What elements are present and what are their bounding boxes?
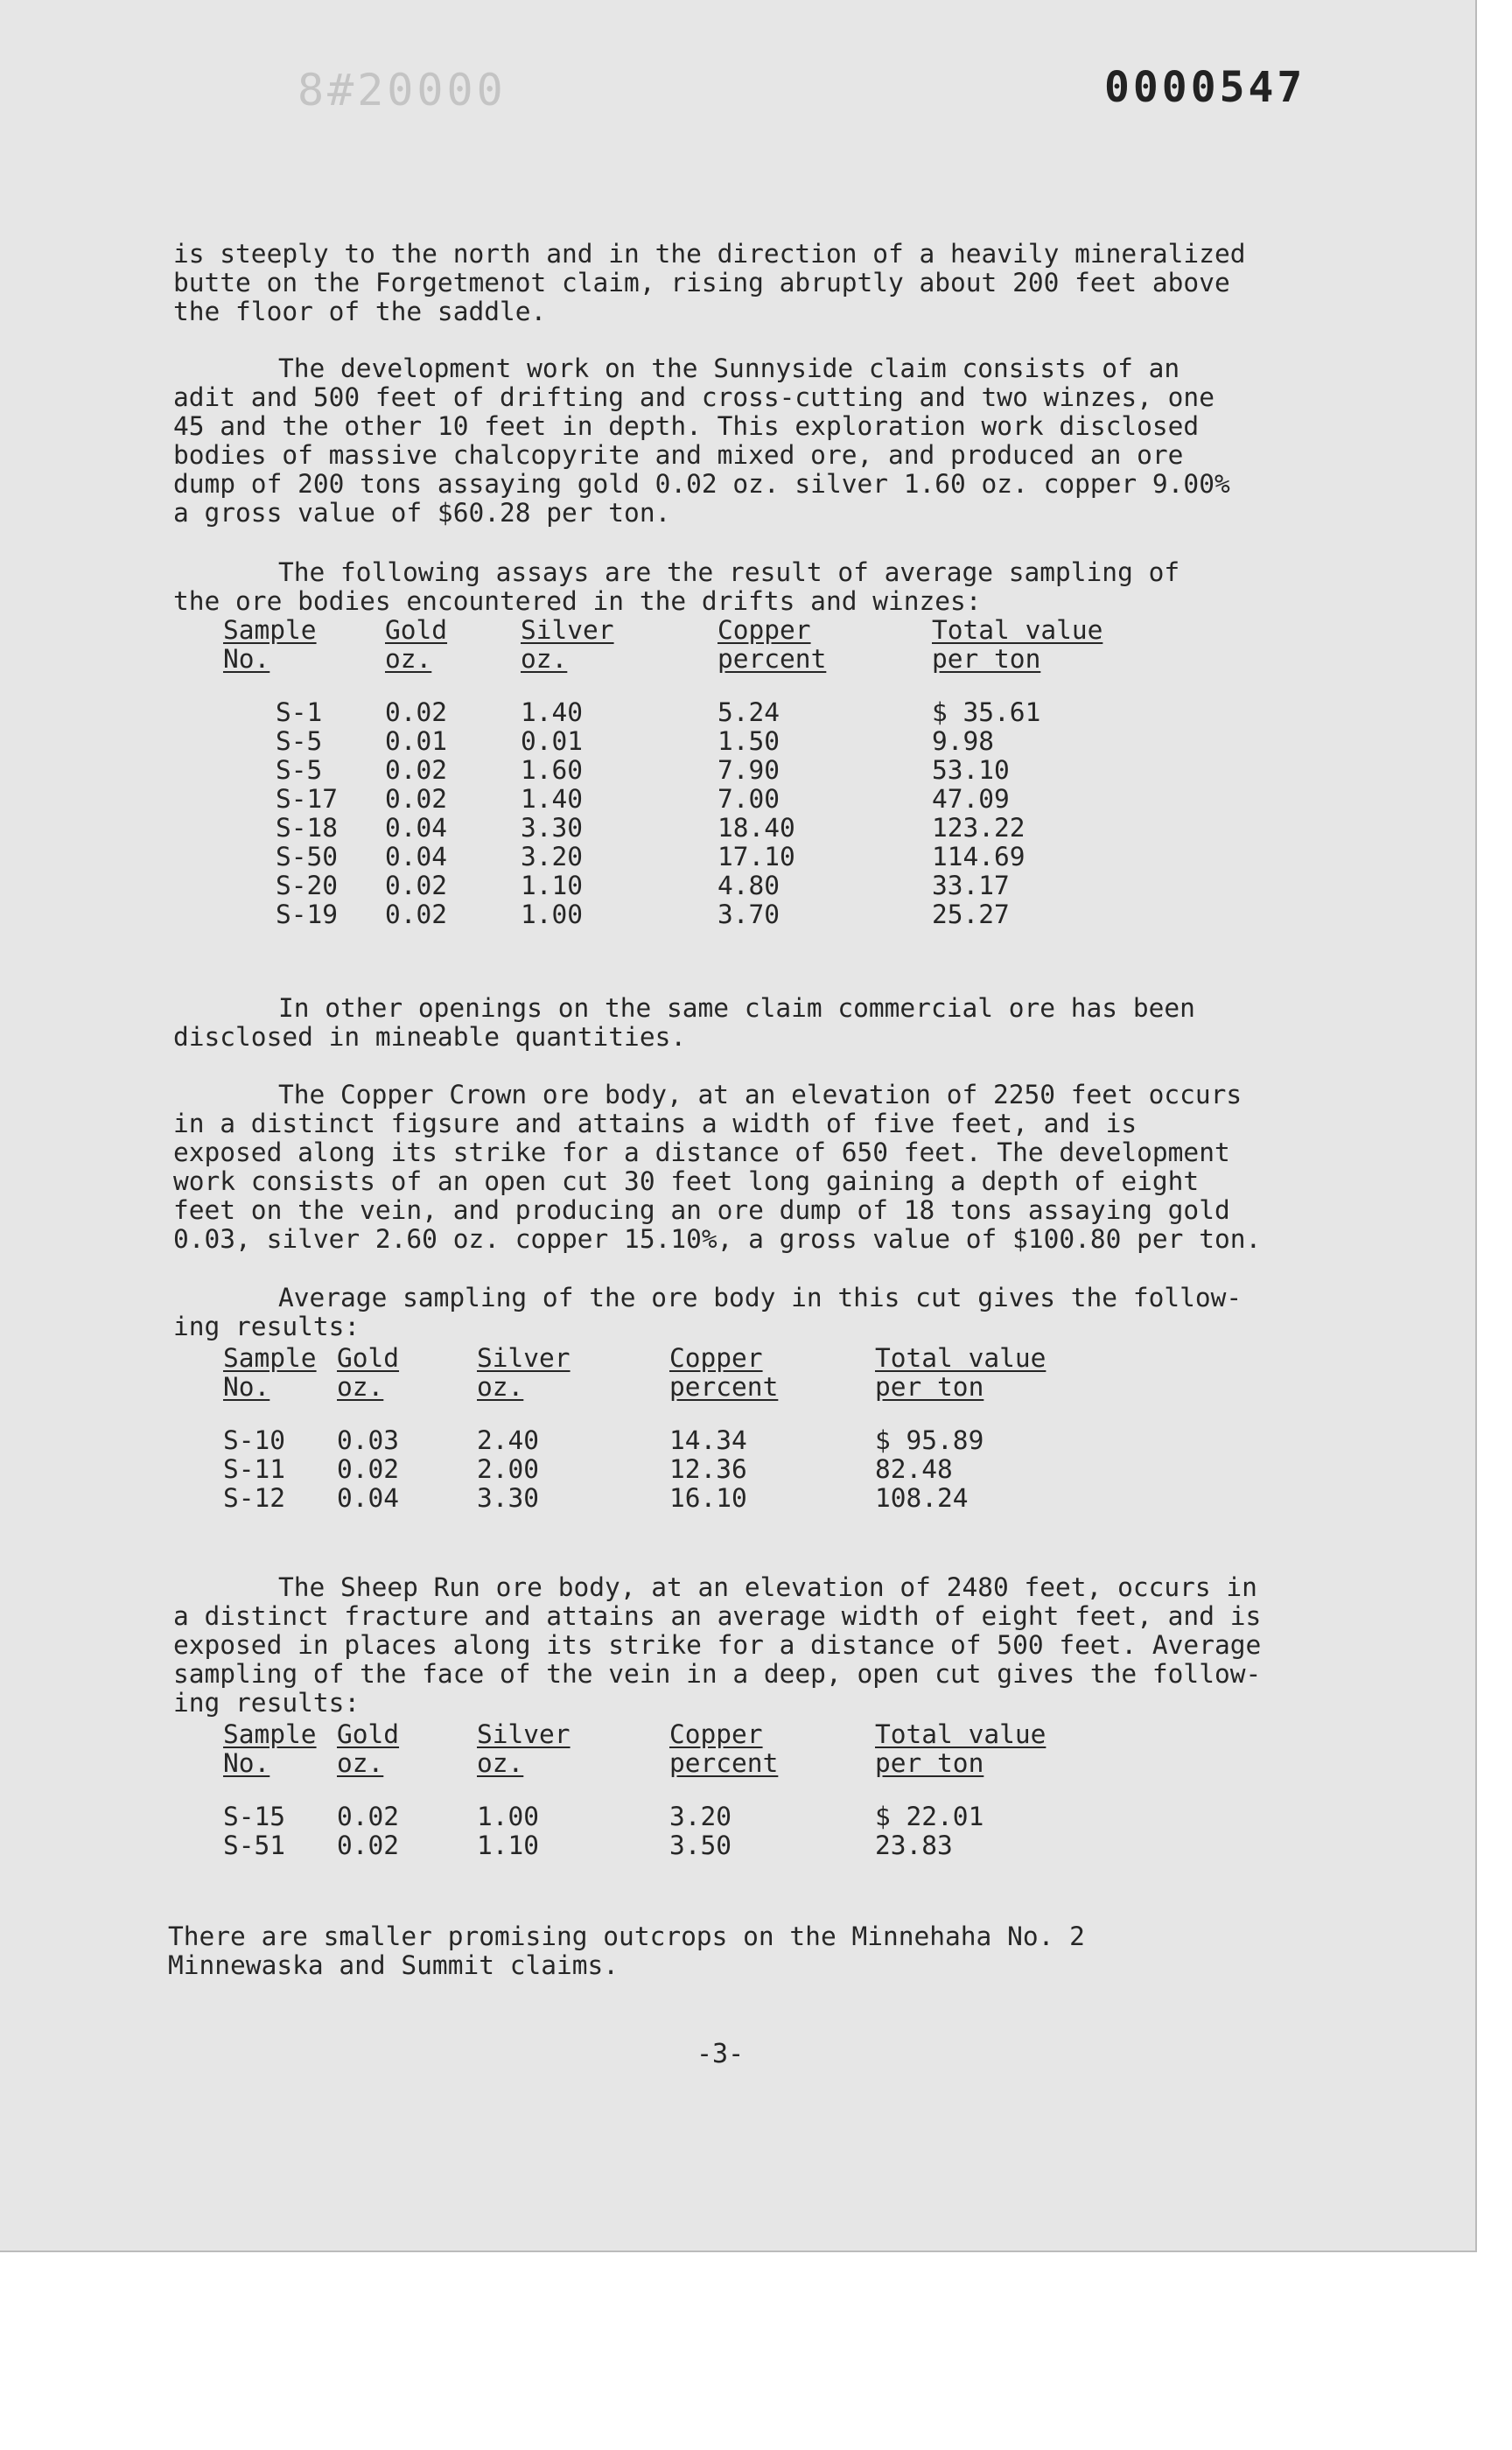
total-value-cell: 23.83 — [875, 1830, 953, 1860]
gold-cell: 0.02 — [385, 900, 448, 929]
table-header-row — [223, 1344, 1164, 1402]
table-row — [223, 785, 1168, 814]
total-value-cell: 123.22 — [932, 813, 1026, 843]
paragraph-other-openings: In other openings on the same claim commercial ore has been disclosed in mineable quantities. — [173, 992, 1195, 1052]
sample-cell: S-15 — [223, 1802, 286, 1831]
table-row — [223, 814, 1168, 843]
silver-cell: 3.20 — [521, 842, 584, 872]
copper-cell: 4.80 — [718, 871, 780, 900]
col-gold: Gold oz. — [385, 615, 448, 674]
copper-cell: 5.24 — [718, 697, 780, 727]
sample-cell: S-18 — [276, 813, 339, 843]
col-silver: Silver oz. — [477, 1719, 570, 1778]
total-value-cell: $ 95.89 — [875, 1425, 984, 1455]
total-value-cell: 82.48 — [875, 1454, 953, 1484]
silver-cell: 2.00 — [477, 1454, 540, 1484]
gold-cell: 0.02 — [385, 871, 448, 900]
copper-cell: 17.10 — [718, 842, 795, 872]
silver-cell: 3.30 — [521, 813, 584, 843]
copper-cell: 3.50 — [669, 1830, 732, 1860]
sample-cell: S-19 — [276, 900, 339, 929]
sample-cell: S-50 — [276, 842, 339, 872]
col-total-value: Total value per ton — [932, 615, 1103, 674]
gold-cell: 0.02 — [385, 755, 448, 785]
copper-cell: 1.50 — [718, 726, 780, 756]
copper-cell: 16.10 — [669, 1483, 747, 1513]
col-gold: Gold oz. — [337, 1719, 400, 1778]
assay-table-copper-crown — [223, 1344, 1164, 1513]
col-silver: Silver oz. — [477, 1343, 570, 1402]
gold-cell: 0.01 — [385, 726, 448, 756]
silver-cell: 3.30 — [477, 1483, 540, 1513]
paragraph-assays-intro: The following assays are the result of average sampling of the ore bodies encountered in the drifts and winzes: — [173, 556, 1180, 616]
silver-cell: 2.40 — [477, 1425, 540, 1455]
sample-cell: S-1 — [276, 697, 323, 727]
total-value-cell: 33.17 — [932, 871, 1010, 900]
table-row — [223, 1455, 1164, 1484]
total-value-cell: 53.10 — [932, 755, 1010, 785]
silver-cell: 1.60 — [521, 755, 584, 785]
sample-cell: S-12 — [223, 1483, 286, 1513]
sample-cell: S-51 — [223, 1830, 286, 1860]
sample-cell: S-11 — [223, 1454, 286, 1484]
col-gold: Gold oz. — [337, 1343, 400, 1402]
gold-cell: 0.02 — [385, 784, 448, 814]
table-header-row — [223, 1720, 1164, 1778]
table-row — [223, 1778, 1164, 1831]
col-sample: Sample No. — [223, 1343, 317, 1402]
total-value-cell: 114.69 — [932, 842, 1026, 872]
col-silver: Silver oz. — [521, 615, 614, 674]
table-row — [223, 900, 1168, 929]
gold-cell: 0.02 — [337, 1454, 400, 1484]
sample-cell: S-20 — [276, 871, 339, 900]
table-row — [223, 1831, 1164, 1860]
silver-cell: 1.00 — [521, 900, 584, 929]
copper-cell: 12.36 — [669, 1454, 747, 1484]
total-value-cell: $ 22.01 — [875, 1802, 984, 1831]
col-total-value: Total value per ton — [875, 1343, 1046, 1402]
total-value-cell: 108.24 — [875, 1483, 969, 1513]
silver-cell: 1.10 — [477, 1830, 540, 1860]
table-row — [223, 872, 1168, 900]
silver-cell: 1.00 — [477, 1802, 540, 1831]
gold-cell: 0.02 — [337, 1802, 400, 1831]
paragraph-sunnyside-development: The development work on the Sunnyside claim consists of an adit and 500 feet of drifting and cross-cutting and two winzes, one 45 and the other 10 feet in depth. This exploration work disclosed bodies of massive chalcopyrite and mixed ore, and produced an ore dump of 200 tons assaying gold 0.02 oz. silver 1.60 oz. copper 9.00% a gross value of $60.28 per ton. — [173, 353, 1230, 528]
assay-table-sunnyside — [223, 616, 1168, 929]
table-row — [223, 1484, 1164, 1513]
paragraph-copper-crown-sampling: Average sampling of the ore body in this cut gives the follow- ing results: — [173, 1282, 1242, 1341]
sample-cell: S-17 — [276, 784, 339, 814]
sample-cell: S-10 — [223, 1425, 286, 1455]
col-copper: Copper percent — [669, 1343, 779, 1402]
document-number: 0000547 — [1104, 63, 1306, 112]
table-row — [223, 843, 1168, 872]
copper-cell: 3.20 — [669, 1802, 732, 1831]
gold-cell: 0.04 — [337, 1483, 400, 1513]
table-row — [223, 727, 1168, 756]
gold-cell: 0.04 — [385, 842, 448, 872]
gold-cell: 0.03 — [337, 1425, 400, 1455]
paragraph-intro: is steeply to the north and in the direction of a heavily mineralized butte on the Forgetmenot claim, rising abruptly about 200 feet above the floor of the saddle. — [173, 238, 1246, 326]
col-sample: Sample No. — [223, 615, 317, 674]
gold-cell: 0.04 — [385, 813, 448, 843]
col-copper: Copper percent — [669, 1719, 779, 1778]
paragraph-smaller-outcrops: There are smaller promising outcrops on the Minnehaha No. 2 Minnewaska and Summit claims. — [168, 1921, 1085, 1980]
silver-cell: 1.10 — [521, 871, 584, 900]
col-copper: Copper percent — [718, 615, 827, 674]
assay-table-sheep-run — [223, 1720, 1164, 1860]
silver-cell: 1.40 — [521, 784, 584, 814]
sample-cell: S-5 — [276, 726, 323, 756]
total-value-cell: $ 35.61 — [932, 697, 1041, 727]
total-value-cell: 9.98 — [932, 726, 995, 756]
col-total-value: Total value per ton — [875, 1719, 1046, 1778]
page-number: -3- — [696, 2039, 745, 2069]
paragraph-sheep-run: The Sheep Run ore body, at an elevation of 2480 feet, occurs in a distinct fracture and attains an average width of eight feet, and is exposed in places along its strike for a distance of 500 feet. Average sampling of the face of the vein in a deep, open cut gives the follow- ing results: — [173, 1572, 1262, 1718]
copper-cell: 18.40 — [718, 813, 795, 843]
total-value-cell: 47.09 — [932, 784, 1010, 814]
table-row — [223, 1402, 1164, 1455]
copper-cell: 3.70 — [718, 900, 780, 929]
gold-cell: 0.02 — [337, 1830, 400, 1860]
table-row — [223, 674, 1168, 727]
copper-cell: 7.90 — [718, 755, 780, 785]
col-sample: Sample No. — [223, 1719, 317, 1778]
faded-stamp-number: 8#20000 — [298, 65, 507, 116]
paragraph-copper-crown: The Copper Crown ore body, at an elevation of 2250 feet occurs in a distinct figsure and attains a width of five feet, and is exposed along its strike for a distance of 650 feet. The development work consists of an open cut 30 feet long gaining a depth of eight feet on the vein, and producing an ore dump of 18 tons assaying gold 0.03, silver 2.60 oz. copper 15.10%, a gross value of $100.80 per ton. — [173, 1079, 1262, 1254]
table-header-row — [223, 616, 1168, 674]
copper-cell: 14.34 — [669, 1425, 747, 1455]
total-value-cell: 25.27 — [932, 900, 1010, 929]
silver-cell: 0.01 — [521, 726, 584, 756]
table-row — [223, 756, 1168, 785]
sample-cell: S-5 — [276, 755, 323, 785]
silver-cell: 1.40 — [521, 697, 584, 727]
gold-cell: 0.02 — [385, 697, 448, 727]
copper-cell: 7.00 — [718, 784, 780, 814]
